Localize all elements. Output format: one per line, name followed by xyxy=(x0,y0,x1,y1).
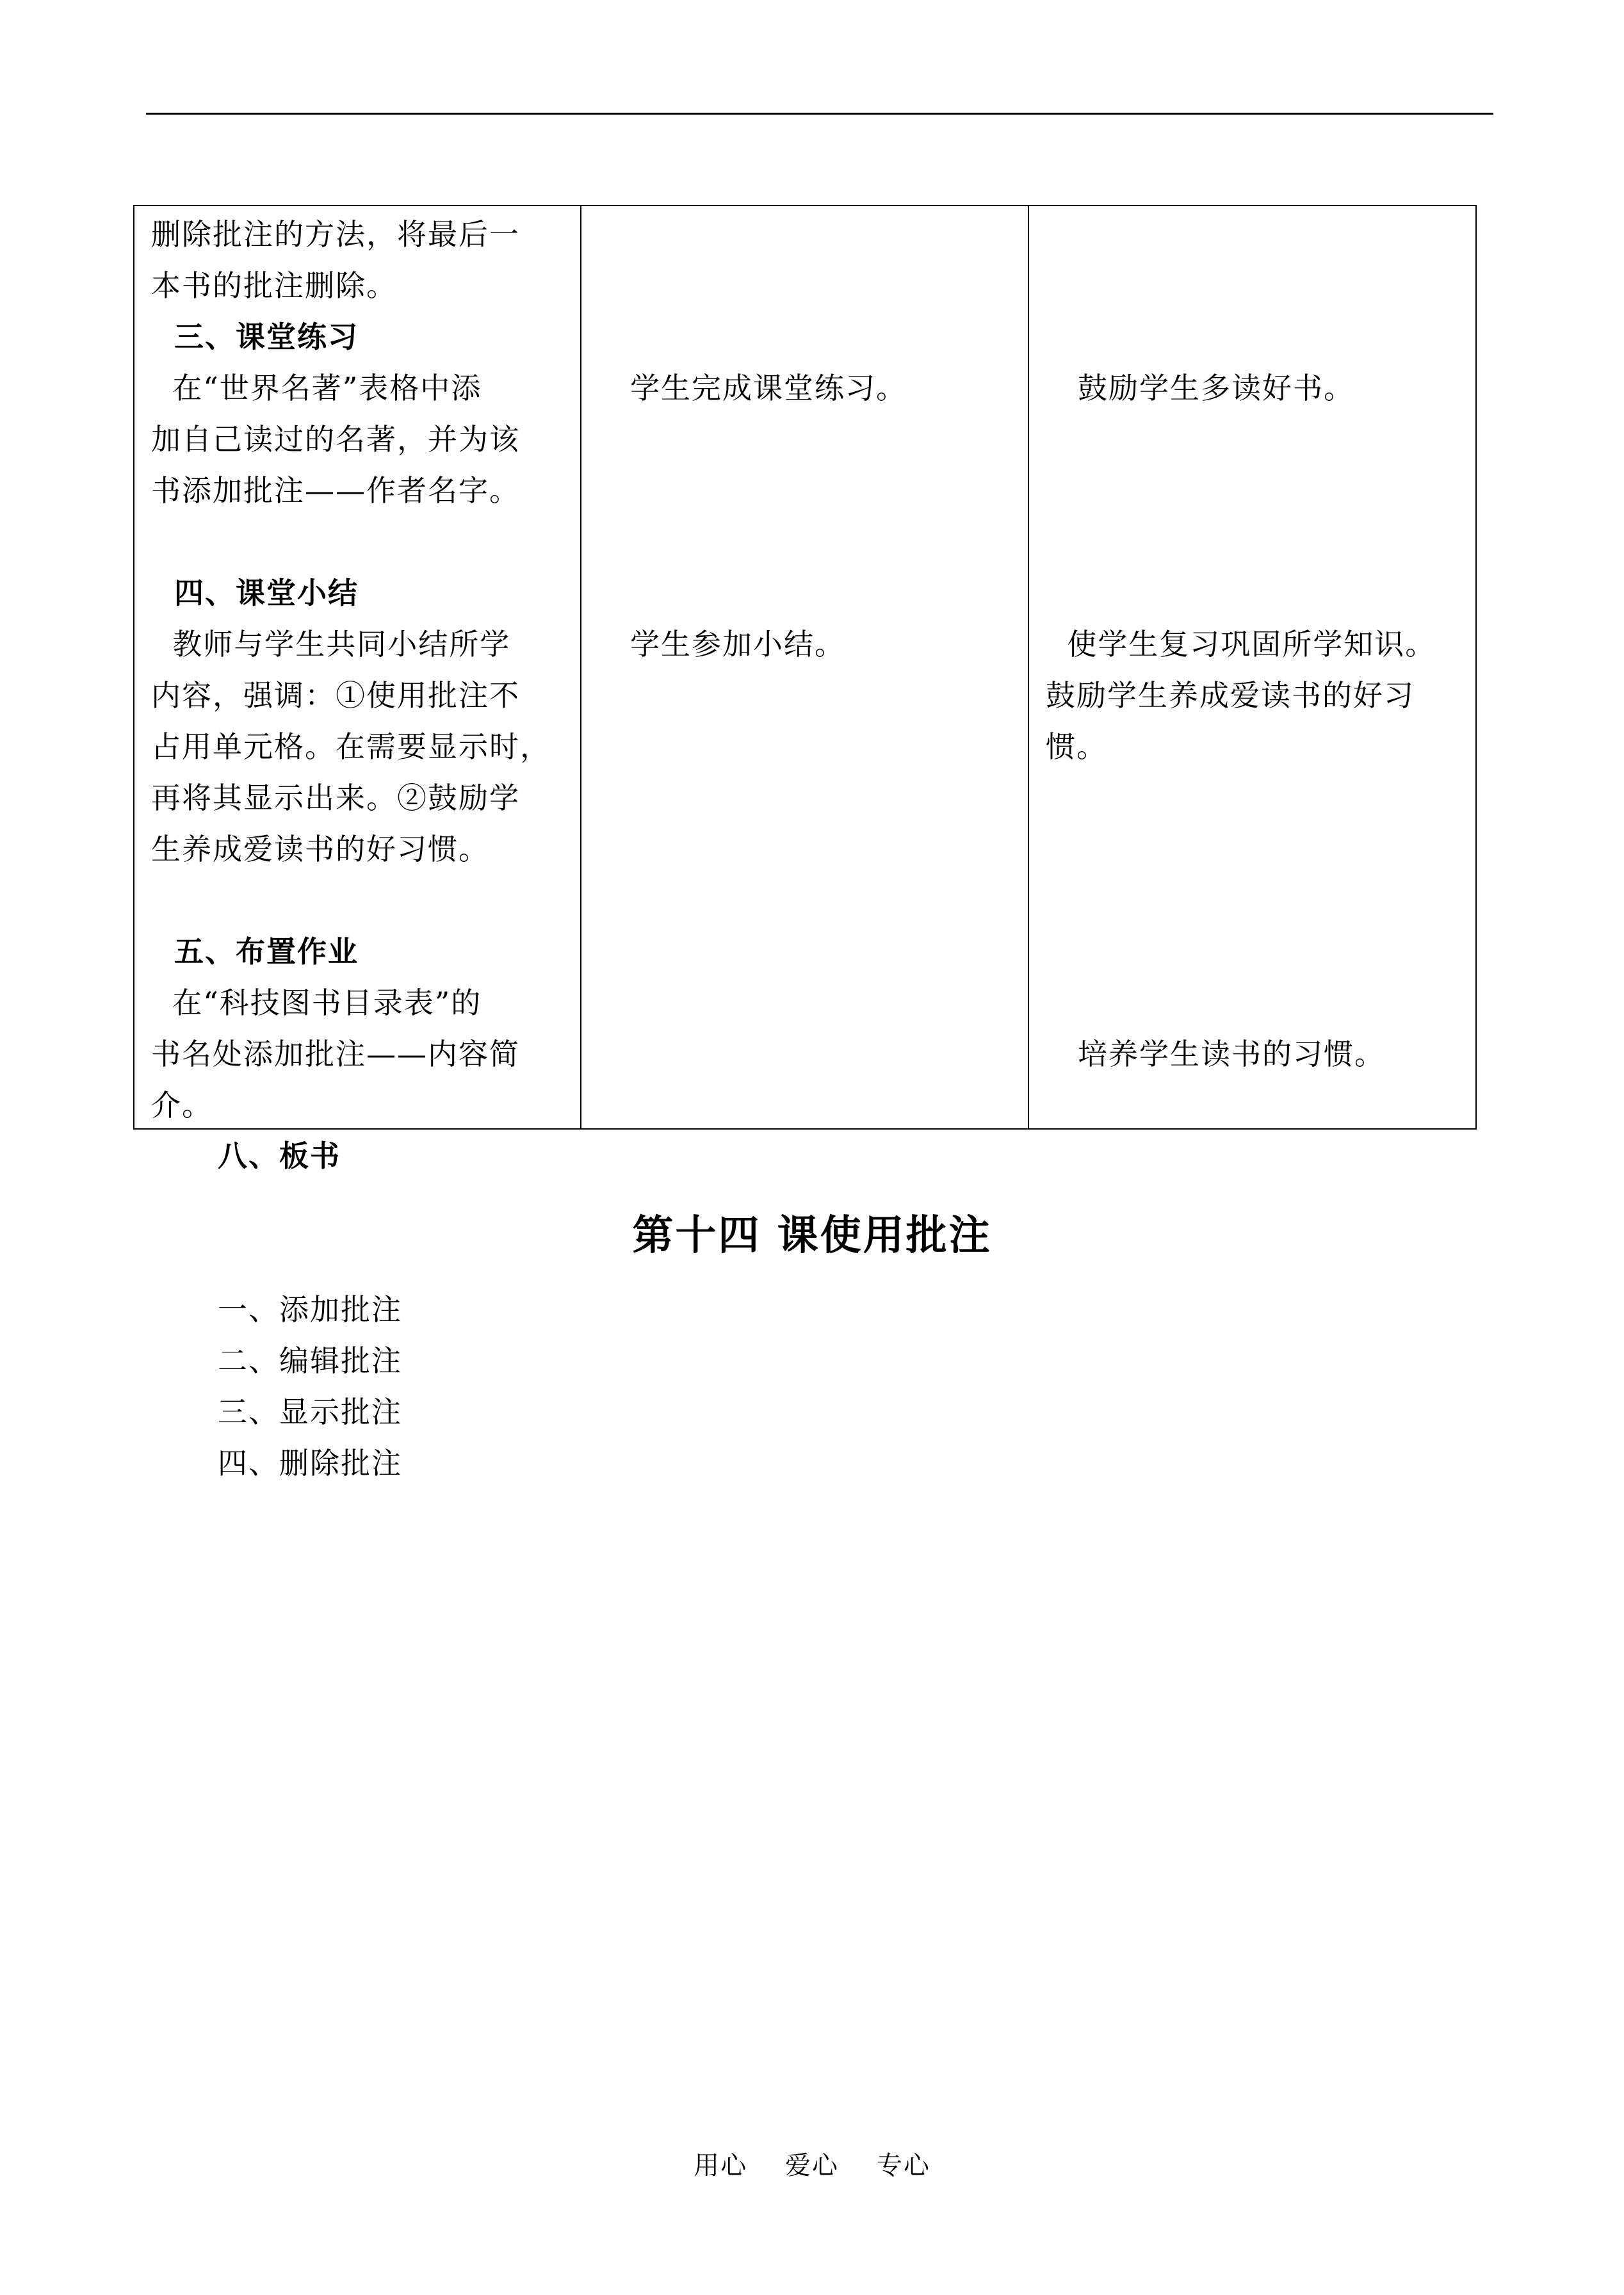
cell-line: 介。 xyxy=(151,1088,213,1123)
board-list xyxy=(218,1284,402,1489)
cell-line: 再将其显示出来。②鼓励学 xyxy=(151,781,520,815)
section-heading-homework: 五、布置作业 xyxy=(151,934,359,969)
cell-line: 教师与学生共同小结所学 xyxy=(151,627,511,661)
teacher-activity-cell xyxy=(134,206,581,1129)
board-label: 八、板书 xyxy=(218,1139,341,1173)
section-heading-practice: 三、课堂练习 xyxy=(151,320,359,354)
lesson-plan-table xyxy=(133,205,1477,1130)
cell-line: 生养成爱读书的好习惯。 xyxy=(151,832,489,866)
list-item: 二、编辑批注 xyxy=(218,1343,402,1378)
cell-line: 本书的批注删除。 xyxy=(151,268,397,303)
cell-line: 加自己读过的名著，并为该 xyxy=(151,422,520,457)
design-intent-cell xyxy=(1028,206,1476,1129)
cell-line: 占用单元格。在需要显示时， xyxy=(151,729,551,764)
cell-line: 删除批注的方法，将最后一 xyxy=(151,217,520,252)
intent-practice-text: 鼓励学生多读好书。 xyxy=(1078,371,1354,405)
cell-line: 书名处添加批注——内容简 xyxy=(151,1037,520,1071)
student-summary-text: 学生参加小结。 xyxy=(630,627,845,661)
board-title: 第十四 课使用批注 xyxy=(632,1212,992,1260)
cell-line: 书添加批注——作者名字。 xyxy=(151,473,520,508)
intent-homework-text: 培养学生读书的习惯。 xyxy=(1078,1037,1385,1071)
cell-line: 内容，强调：①使用批注不 xyxy=(151,678,520,713)
cell-line: 鼓励学生养成爱读书的好习 xyxy=(1046,678,1415,713)
student-activity-cell xyxy=(581,206,1028,1129)
cell-line: 在“世界名著”表格中添 xyxy=(151,371,482,405)
list-item: 四、删除批注 xyxy=(218,1446,402,1480)
cell-line: 惯。 xyxy=(1046,729,1107,764)
header-rule xyxy=(146,113,1493,115)
student-practice-text: 学生完成课堂练习。 xyxy=(630,371,907,405)
cell-line: 在“科技图书目录表”的 xyxy=(151,985,482,1020)
list-item: 一、添加批注 xyxy=(218,1292,402,1327)
page-footer: 用心 爱心 专心 xyxy=(694,2151,930,2180)
section-heading-summary: 四、课堂小结 xyxy=(151,576,359,610)
cell-line: 使学生复习巩固所学知识。 xyxy=(1046,627,1436,661)
list-item: 三、显示批注 xyxy=(218,1395,402,1429)
